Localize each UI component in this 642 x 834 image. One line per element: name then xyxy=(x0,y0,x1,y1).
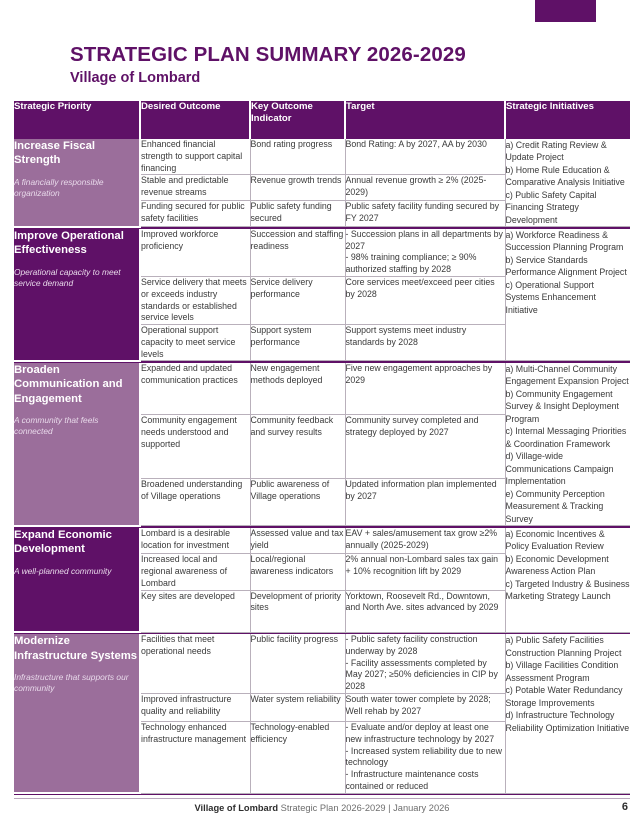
desired-outcome-cell: Stable and predictable revenue streams xyxy=(140,175,250,201)
desired-outcome-cell: Technology enhanced infrastructure management xyxy=(140,722,250,794)
column-header-strategic-initiatives: Strategic Initiatives xyxy=(505,101,630,139)
desired-outcome-cell: Expanded and updated communication practices xyxy=(140,363,250,415)
target-line: 2% annual non-Lombard sales tax gain + 10% recognition lift by 2029 xyxy=(345,554,499,577)
target-line: Five new engagement approaches by 2029 xyxy=(345,362,493,385)
key-outcome-indicator-cell: Development of priority sites xyxy=(250,590,345,632)
table-body xyxy=(14,139,630,795)
key-outcome-indicator-cell: Community feedback and survey results xyxy=(250,415,345,478)
desired-outcome-cell: Community engagement needs understood and supported xyxy=(140,415,250,478)
strategic-initiative-item: c) Targeted Industry & Business Marketing Strategy Launch xyxy=(505,578,630,602)
desired-outcome-cell: Key sites are developed xyxy=(140,590,250,632)
key-outcome-indicator-cell: Public facility progress xyxy=(250,634,345,693)
strategic-initiative-item: b) Home Rule Education & Comparative Analysis Initiative xyxy=(505,164,625,188)
target-line: Yorktown, Roosevelt Rd., Downtown, and North Ave. sites advanced by 2029 xyxy=(345,590,499,613)
target-cell xyxy=(345,634,505,693)
strategic-initiative-item: b) Community Engagement Survey & Insight Deployment Program xyxy=(505,388,619,424)
strategic-initiative-item: a) Workforce Readiness & Succession Planning Program xyxy=(505,229,624,253)
key-outcome-indicator-cell: Support system performance xyxy=(250,325,345,361)
section-separator xyxy=(14,793,630,795)
page-title: STRATEGIC PLAN SUMMARY 2026-2029 xyxy=(70,43,466,66)
strategic-initiatives-cell xyxy=(505,363,630,526)
desired-outcome-cell: Improved infrastructure quality and reliability xyxy=(140,694,250,722)
key-outcome-indicator-cell: Local/regional awareness indicators xyxy=(250,554,345,590)
target-cell xyxy=(345,277,505,325)
key-outcome-indicator-cell: Bond rating progress xyxy=(250,139,345,175)
strategic-initiative-item: a) Credit Rating Review & Update Project xyxy=(505,140,607,163)
desired-outcome-cell: Funding secured for public safety facilities xyxy=(140,201,250,227)
strategic-priority-name: Modernize Infrastructure Systems xyxy=(14,635,138,662)
strategic-initiatives-cell xyxy=(505,139,630,227)
footer-plan-caption: Strategic Plan 2026-2029 | January 2026 xyxy=(280,803,450,813)
strategic-initiative-item: b) Village Facilities Condition Assessment Program xyxy=(505,660,619,683)
column-header-target: Target xyxy=(345,101,505,139)
strategic-initiative-item: c) Operational Support Systems Enhancement Initiative xyxy=(505,279,596,315)
key-outcome-indicator-cell: Assessed value and tax yield xyxy=(250,528,345,554)
strategic-initiative-item: c) Internal Messaging Priorities & Coordination Framework xyxy=(505,426,627,449)
desired-outcome-cell: Broadened understanding of Village operations xyxy=(140,478,250,526)
target-cell xyxy=(345,554,505,590)
target-cell xyxy=(345,478,505,526)
key-outcome-indicator-cell: New engagement methods deployed xyxy=(250,363,345,415)
footer-organization: Village of Lombard xyxy=(194,803,279,813)
strategic-initiative-item: e) Community Perception Measurement & Tracking Survey xyxy=(505,488,605,524)
target-cell xyxy=(345,201,505,227)
target-line: Public safety facility funding secured by FY 2027 xyxy=(345,201,500,224)
target-line: Community survey completed and strategy deployed by 2027 xyxy=(345,415,479,438)
strategic-priority-name: Improve Operational Effectiveness xyxy=(14,229,124,257)
key-outcome-indicator-cell: Technology-enabled efficiency xyxy=(250,722,345,794)
target-cell xyxy=(345,694,505,722)
strategic-priority-cell xyxy=(14,528,140,632)
page-subtitle: Village of Lombard xyxy=(70,69,201,86)
desired-outcome-cell: Facilities that meet operational needs xyxy=(140,634,250,693)
strategic-initiative-item: a) Public Safety Facilities Construction Planning Project xyxy=(505,635,622,658)
target-line: - Succession plans in all departments by 2027 xyxy=(345,228,503,251)
page-number: 6 xyxy=(621,801,628,813)
strategic-priority-name: Broaden Communication and Engagement xyxy=(14,363,123,405)
strategic-initiative-item: a) Economic Incentives & Policy Evaluation Review xyxy=(505,528,605,552)
table-row xyxy=(14,139,630,175)
strategic-priority-cell xyxy=(14,634,140,793)
table-row xyxy=(14,528,630,554)
desired-outcome-cell: Operational support capacity to meet service levels xyxy=(140,325,250,361)
table-row xyxy=(14,363,630,415)
target-cell xyxy=(345,590,505,632)
column-header-desired-outcome: Desired Outcome xyxy=(140,101,250,139)
key-outcome-indicator-cell: Public safety funding secured xyxy=(250,201,345,227)
target-cell xyxy=(345,528,505,554)
target-cell xyxy=(345,363,505,415)
key-outcome-indicator-cell: Service delivery performance xyxy=(250,277,345,325)
column-header-strategic-priority: Strategic Priority xyxy=(14,101,140,139)
target-line: EAV + sales/amusement tax grow ≥2% annually (2025-2029) xyxy=(345,527,498,550)
strategic-initiative-item: b) Service Standards Performance Alignment Project xyxy=(505,254,627,278)
strategic-initiative-item: b) Economic Development Awareness Action Plan xyxy=(505,553,609,577)
strategic-priority-tagline: Operational capacity to meet service demand xyxy=(14,266,121,288)
column-header-key-outcome-indicator: Key Outcome Indicator xyxy=(250,101,345,139)
desired-outcome-cell: Lombard is a desirable location for investment xyxy=(140,528,250,554)
target-line: Updated information plan implemented by 2027 xyxy=(345,478,497,501)
footer xyxy=(14,803,630,813)
target-line: Bond Rating: A by 2027, AA by 2030 xyxy=(345,139,487,149)
footer-caption xyxy=(195,803,450,813)
target-line: - Infrastructure maintenance costs contained or reduced xyxy=(345,769,479,791)
strategic-initiatives-cell xyxy=(505,229,630,361)
title-block xyxy=(70,44,630,87)
strategic-initiative-item: c) Potable Water Redundancy Storage Improvements xyxy=(505,685,623,708)
target-cell xyxy=(345,139,505,175)
target-cell xyxy=(345,722,505,794)
desired-outcome-cell: Increased local and regional awareness of Lombard xyxy=(140,554,250,590)
strategic-initiative-item: a) Multi-Channel Community Engagement Expansion Project xyxy=(505,363,629,387)
target-line: - Increased system reliability due to new technology xyxy=(345,745,502,768)
table-row xyxy=(14,634,630,693)
section-separator-bar xyxy=(14,793,630,795)
target-cell xyxy=(345,415,505,478)
key-outcome-indicator-cell: Succession and staffing readiness xyxy=(250,229,345,277)
strategic-initiative-item: d) Infrastructure Technology Reliability Optimization Initiative xyxy=(505,710,630,733)
target-line: Support systems meet industry standards by 2028 xyxy=(345,325,467,347)
corner-accent-block xyxy=(535,0,596,22)
key-outcome-indicator-cell: Revenue growth trends xyxy=(250,175,345,201)
strategic-priority-name: Increase Fiscal Strength xyxy=(14,140,96,167)
key-outcome-indicator-cell: Water system reliability xyxy=(250,694,345,722)
strategic-priority-tagline: Infrastructure that supports our community xyxy=(14,672,129,694)
footer-divider xyxy=(14,798,630,799)
strategic-priority-cell xyxy=(14,363,140,526)
target-line: - Facility assessments completed by May 2027; ≥50% deficiencies in CIP by 2028 xyxy=(345,657,498,692)
strategic-priority-tagline: A well-planned community xyxy=(14,565,112,576)
table-row xyxy=(14,229,630,277)
strategic-initiatives-cell xyxy=(505,634,630,793)
desired-outcome-cell: Improved workforce proficiency xyxy=(140,229,250,277)
strategic-priority-tagline: A community that feels connected xyxy=(14,415,99,437)
target-line: South water tower complete by 2028; Well rehab by 2027 xyxy=(345,694,491,716)
table-header-row xyxy=(14,101,630,139)
strategic-initiative-item: c) Public Safety Capital Financing Strategy Development xyxy=(505,189,597,225)
key-outcome-indicator-cell: Public awareness of Village operations xyxy=(250,478,345,526)
strategic-initiative-item: d) Village-wide Communications Campaign Implementation xyxy=(505,451,614,487)
target-cell xyxy=(345,175,505,201)
target-line: Annual revenue growth ≥ 2% (2025-2029) xyxy=(345,175,487,198)
desired-outcome-cell: Service delivery that meets or exceeds industry standards or established service levels xyxy=(140,277,250,325)
target-cell xyxy=(345,229,505,277)
strategic-priority-name: Expand Economic Development xyxy=(14,528,112,556)
strategic-priority-cell xyxy=(14,139,140,227)
strategic-priority-tagline: A financially responsible organization xyxy=(14,176,104,198)
target-line: Core services meet/exceed peer cities by 2028 xyxy=(345,277,495,299)
desired-outcome-cell: Enhanced financial strength to support capital financing xyxy=(140,139,250,175)
target-line: - 98% training compliance; ≥ 90% authorized staffing by 2028 xyxy=(345,252,477,275)
target-line: - Evaluate and/or deploy at least one new infrastructure technology by 2027 xyxy=(345,722,495,744)
target-cell xyxy=(345,325,505,361)
strategic-priority-cell xyxy=(14,229,140,361)
strategic-initiatives-cell xyxy=(505,528,630,632)
target-line: - Public safety facility construction underway by 2028 xyxy=(345,634,478,656)
strategic-plan-table xyxy=(14,101,630,795)
